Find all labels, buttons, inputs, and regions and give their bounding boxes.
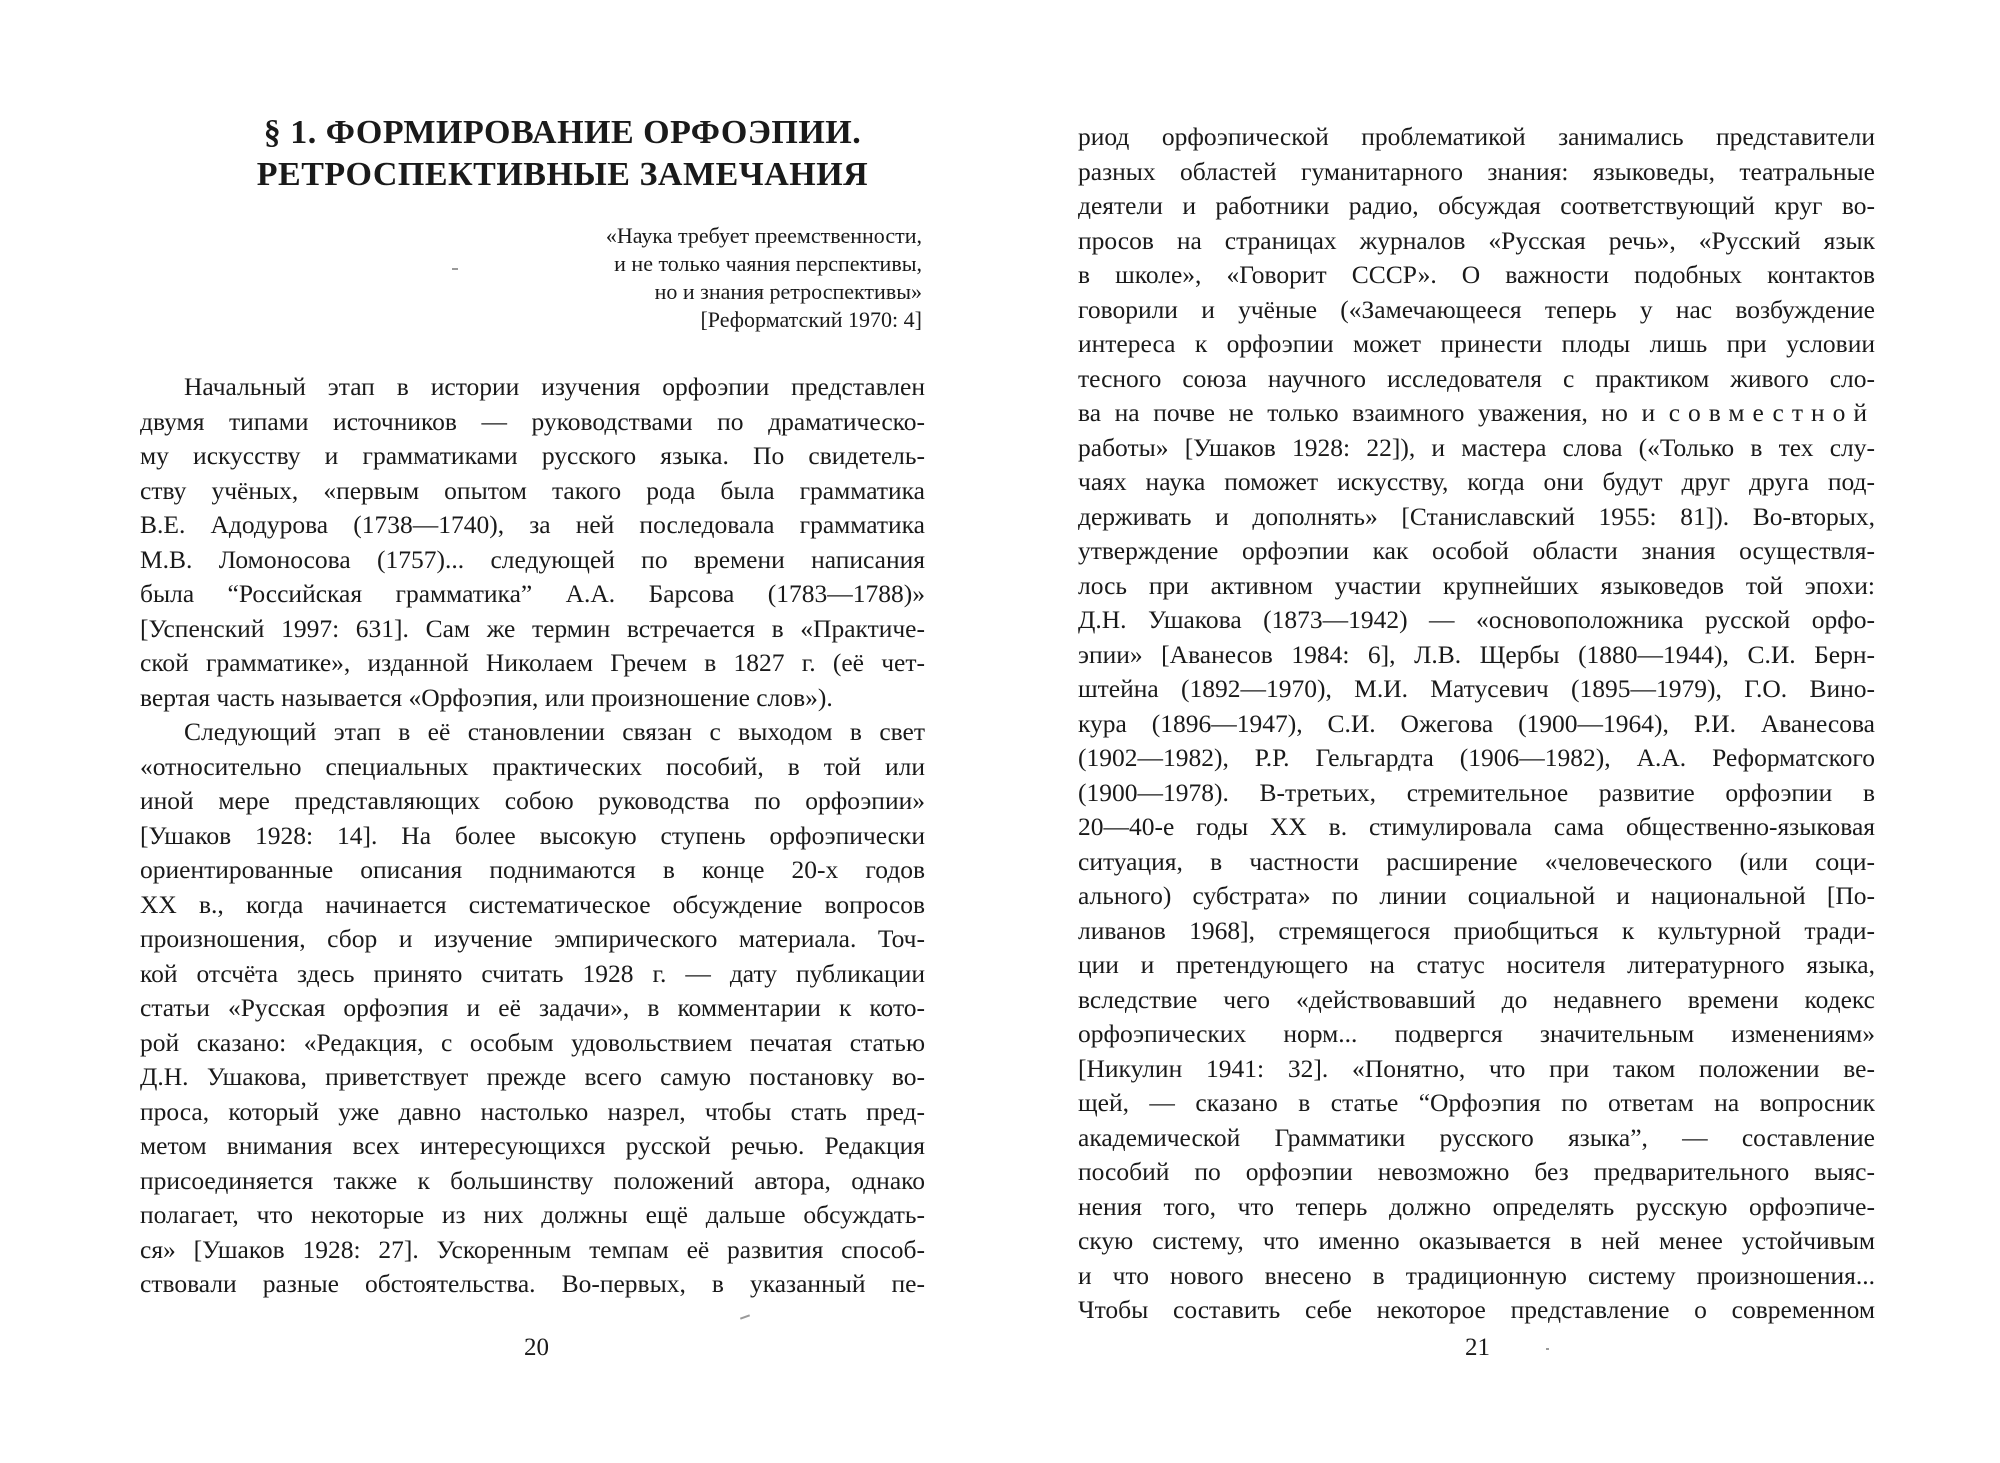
- text-line: проса, который уже давно настолько назрел, чтобы стать пред-: [140, 1096, 925, 1126]
- text-line: присоединяется также к большинству положений автора, однако: [140, 1165, 925, 1195]
- text-line: скую систему, что именно оказывается в ней менее устойчивым: [1078, 1226, 1875, 1255]
- text-line: «относительно специальных практических пособий, в той или: [140, 751, 925, 781]
- epigraph-line: «Наука требует преемственности,: [605, 223, 922, 248]
- text-line: ливанов 1968], стремящегося приобщиться к культурной тради-: [1078, 915, 1875, 945]
- spaced-emphasis-word: совместной: [1668, 398, 1876, 427]
- text-line-prefix: ва на почве не только взаимного уважения, но и: [1078, 398, 1656, 427]
- text-line: произношения, сбор и изучение эмпирического материала. Точ-: [140, 924, 925, 953]
- text-line-with-spaced-word: [1078, 396, 1875, 431]
- text-line: штейна (1892—1970), М.И. Матусевич (1895—1979), Г.О. Вино-: [1078, 674, 1875, 703]
- text-line: ориентированные описания поднимаются в конце 20-х годов: [140, 855, 925, 884]
- text-line: разных областей гуманитарного знания: языковеды, театральные: [1078, 156, 1875, 186]
- text-line: вследствие чего «действовавший до недавнего времени кодекс: [1078, 984, 1875, 1014]
- text-line: утверждение орфоэпии как особой области знания осуществля-: [1078, 536, 1875, 565]
- text-line: (1900—1978). В-третьих, стремительное развитие орфоэпии в: [1078, 777, 1875, 807]
- print-speck: [740, 1314, 750, 1319]
- text-line: вертая часть называется «Орфоэпия, или произношение слов»).: [140, 682, 833, 712]
- text-line: Д.Н. Ушакова, приветствует прежде всего самую постановку во-: [140, 1062, 925, 1091]
- text-line: лось при активном участии крупнейших языковедов той эпохи:: [1078, 570, 1875, 600]
- text-line: [Успенский 1997: 631]. Сам же термин встречается в «Практиче-: [140, 613, 925, 643]
- left-body-text: [140, 370, 925, 1302]
- text-line: В.Е. Адодурова (1738—1740), за ней последовала грамматика: [140, 510, 925, 539]
- text-line: (1902—1982), Р.Р. Гельгардта (1906—1982), А.А. Реформатского: [1078, 743, 1875, 772]
- text-line: в школе», «Говорит СССР». О важности подобных контактов: [1078, 260, 1875, 289]
- text-line: орфоэпических норм... подвергся значительным изменениям»: [1078, 1019, 1875, 1048]
- text-line: эпии» [Аванесов 1984: 6], Л.В. Щербы (1880—1944), С.И. Берн-: [1078, 639, 1875, 669]
- text-line: говорили и учёные («Замечающееся теперь у нас возбуждение: [1078, 294, 1875, 324]
- text-line: ситуация, в частности расширение «человеческого (или соци-: [1078, 846, 1875, 876]
- section-heading: [190, 112, 935, 196]
- text-line: ской грамматике», изданной Николаем Гречем в 1827 г. (её чет-: [140, 648, 925, 677]
- text-line: Следующий этап в её становлении связан с выходом в свет: [184, 717, 925, 746]
- text-line: деятели и работники радио, обсуждая соответствующий круг во-: [1078, 191, 1875, 220]
- print-speck: [452, 268, 458, 270]
- heading-line: § 1. ФОРМИРОВАНИЕ ОРФОЭПИИ.: [263, 114, 862, 151]
- text-line: ствовали разные обстоятельства. Во-первых, в указанный пе-: [140, 1269, 925, 1298]
- page-number: 20: [524, 1334, 549, 1361]
- text-line: му искусству и грамматиками русского языка. По свидетель-: [140, 441, 925, 470]
- text-line: нения того, что теперь должно определять русскую орфоэпиче-: [1078, 1191, 1875, 1221]
- epigraph: [490, 222, 922, 334]
- text-line: Начальный этап в истории изучения орфоэпии представлен: [184, 372, 925, 401]
- text-line: тесного союза научного исследователя с практиком живого сло-: [1078, 363, 1875, 393]
- text-line: риод орфоэпической проблематикой занимались представители: [1078, 122, 1875, 151]
- text-line: и что нового внесено в традиционную систему произношения...: [1078, 1260, 1875, 1290]
- text-line: XX в., когда начинается систематическое обсуждение вопросов: [140, 889, 925, 919]
- print-speck: [1546, 1348, 1549, 1350]
- text-line: Д.Н. Ушакова (1873—1942) — «основоположника русской орфо-: [1078, 605, 1875, 634]
- text-line: кура (1896—1947), С.И. Ожегова (1900—1964), Р.И. Аванесова: [1078, 708, 1875, 738]
- right-page: [1000, 0, 2000, 1463]
- text-line: Чтобы составить себе некоторое представление о современном: [1078, 1295, 1875, 1324]
- text-line: статьи «Русская орфоэпия и её задачи», в комментарии к кото-: [140, 993, 925, 1022]
- page-number: 21: [1465, 1334, 1490, 1361]
- text-line: была “Российская грамматика” А.А. Барсова (1783—1788)»: [140, 579, 925, 608]
- text-line: рой сказано: «Редакция, с особым удовольствием печатая статью: [140, 1027, 925, 1057]
- text-line: держивать и дополнять» [Станиславский 1955: 81]). Во-вторых,: [1078, 501, 1875, 531]
- text-line: [Никулин 1941: 32]. «Понятно, что при таком положении ве-: [1078, 1053, 1875, 1083]
- text-line: ции и претендующего на статус носителя литературного языка,: [1078, 950, 1875, 979]
- right-body-text: [1078, 120, 1875, 1328]
- text-line: метом внимания всех интересующихся русской речью. Редакция: [140, 1131, 925, 1160]
- text-line: [Ушаков 1928: 14]. На более высокую ступень орфоэпически: [140, 820, 925, 850]
- epigraph-line: но и знания ретроспективы»: [654, 279, 922, 304]
- text-line: ального) субстрата» по линии социальной и национальной [По-: [1078, 881, 1875, 910]
- text-line: пособий по орфоэпии невозможно без предварительного выяс-: [1078, 1157, 1875, 1186]
- heading-line: РЕТРОСПЕКТИВНЫЕ ЗАМЕЧАНИЯ: [256, 156, 869, 193]
- text-line: кой отсчёта здесь принято считать 1928 г. — дату публикации: [140, 958, 925, 988]
- text-line: просов на страницах журналов «Русская речь», «Русский язык: [1078, 225, 1875, 255]
- text-line: 20—40-е годы XX в. стимулировала сама общественно-языковая: [1078, 812, 1875, 841]
- text-line: двумя типами источников — руководствами по драматическо-: [140, 406, 925, 436]
- text-line: щей, — сказано в статье “Орфоэпия по ответам на вопросник: [1078, 1088, 1875, 1117]
- text-line: ся» [Ушаков 1928: 27]. Ускоренным темпам её развития способ-: [140, 1234, 925, 1264]
- epigraph-citation: [Реформатский 1970: 4]: [700, 307, 922, 332]
- text-line: чаях наука поможет искусству, когда они будут друг друга под-: [1078, 467, 1875, 496]
- epigraph-line: и не только чаяния перспективы,: [614, 251, 922, 276]
- text-line: интереса к орфоэпии может принести плоды лишь при условии: [1078, 329, 1875, 358]
- text-line: полагает, что некоторые из них должны ещё дальше обсуждать-: [140, 1200, 925, 1229]
- text-line: ству учёных, «первым опытом такого рода была грамматика: [140, 475, 925, 505]
- text-line: иной мере представляющих собою руководства по орфоэпии»: [140, 786, 925, 815]
- text-line: академической Грамматики русского языка”, — составление: [1078, 1122, 1875, 1152]
- text-line: М.В. Ломоносова (1757)... следующей по времени написания: [140, 544, 925, 574]
- text-line: работы» [Ушаков 1928: 22]), и мастера слова («Только в тех слу-: [1078, 432, 1875, 462]
